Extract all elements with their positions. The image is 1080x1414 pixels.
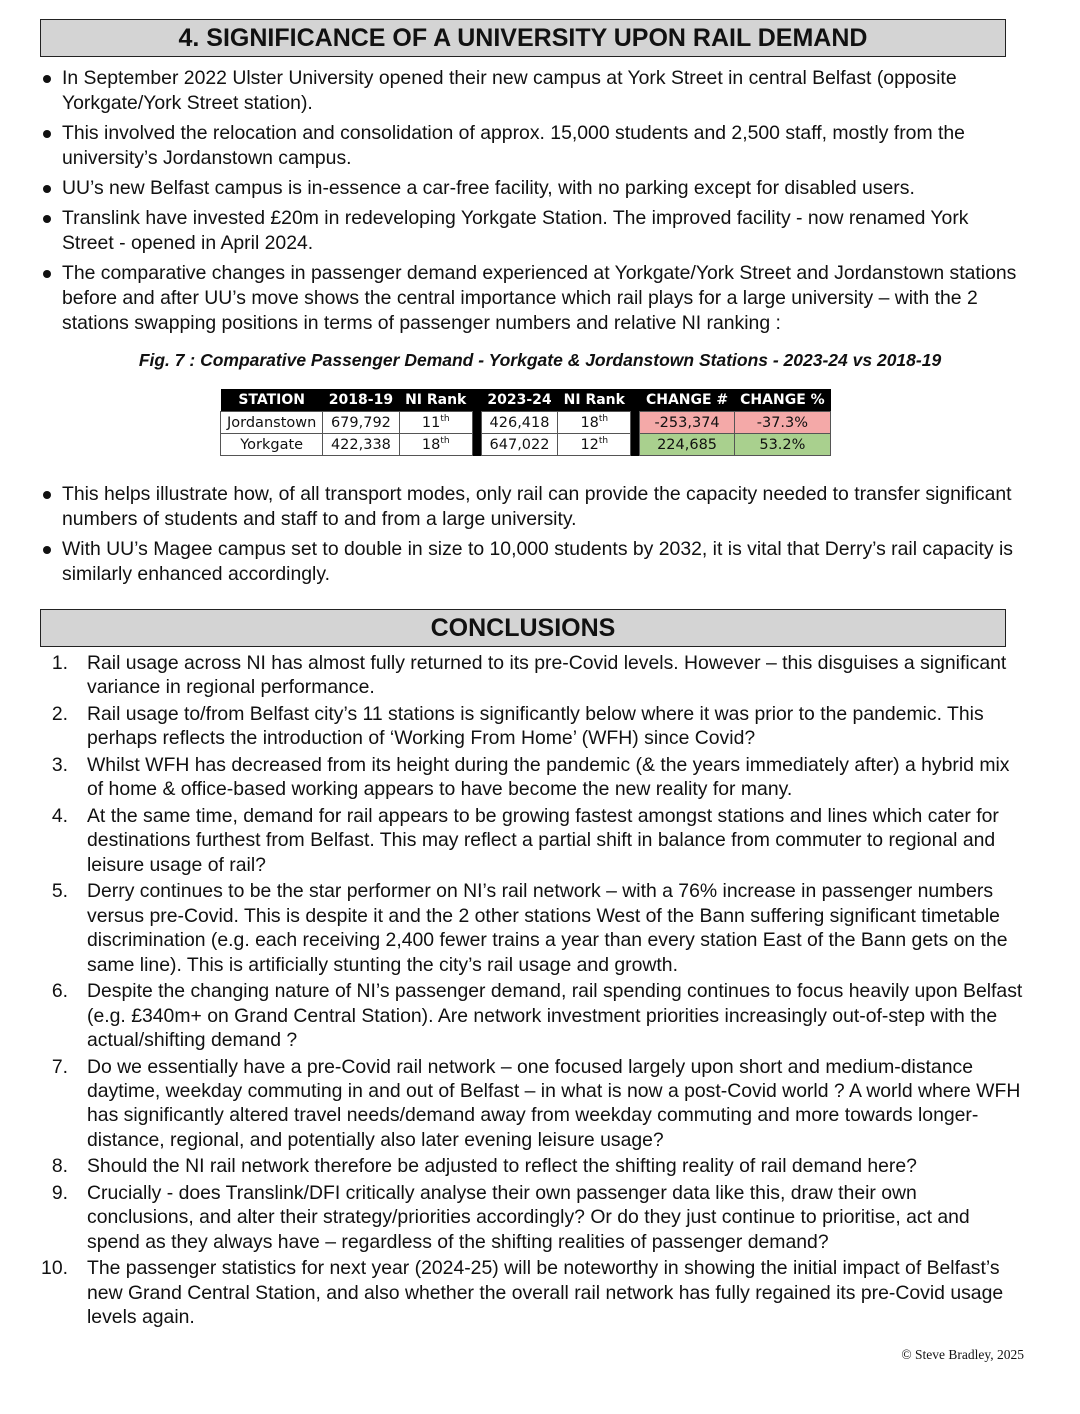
item-number: 1. — [51, 652, 68, 674]
column-separator — [631, 434, 640, 456]
conclusion-item — [40, 979, 1025, 1052]
bullet-item: Translink have invested £20m in redeveloping Yorkgate Station. The improved facility - now renamed York Street - opened in April 2024. — [40, 206, 1025, 256]
value-2018-19: 422,338 — [323, 434, 399, 456]
conclusion-item — [40, 753, 1025, 802]
rank-2018-19: 18th — [399, 434, 472, 456]
conclusions-list — [40, 651, 1025, 1332]
item-number: 7. — [51, 1055, 68, 1078]
item-text: Despite the changing nature of NI’s passenger demand, rail spending continues to focus heavily upon Belfast (e.g. £340m+ on Grand Central Station). Are network investment priorities increasingly out-of-step with the actual/shifting demand ? — [87, 980, 1023, 1052]
col-header: STATION — [221, 389, 323, 412]
bullet-item: With UU’s Magee campus set to double in size to 10,000 students by 2032, it is vital that Derry’s rail capacity is similarly enhanced accordingly. — [40, 537, 1025, 587]
item-text: Crucially - does Translink/DFI critically analyse their own passenger data like this, draw their own conclusions, and alter their strategy/priorities accordingly? Or do they just continue to prioritise, act and spend as they always have – regardless of the shifting realities of passenger demand? — [87, 1182, 970, 1253]
column-separator — [472, 412, 481, 434]
item-text: Should the NI rail network therefore be adjusted to reflect the shifting reality of rail demand here? — [87, 1155, 917, 1178]
passenger-demand-table — [220, 389, 831, 456]
col-header: CHANGE # — [640, 389, 734, 412]
item-text: The passenger statistics for next year (2024-25) will be noteworthy in showing the initial impact of Belfast’s new Grand Central Station, and also whether the overall rail network has fully regained its pre-Covid usage levels again. — [87, 1257, 1004, 1329]
bullet-item: This helps illustrate how, of all transport modes, only rail can provide the capacity needed to transfer significant numbers of students and staff to and from a large university. — [40, 482, 1025, 532]
station-name: Jordanstown — [221, 412, 323, 434]
item-number: 4. — [51, 805, 68, 827]
conclusions-title: CONCLUSIONS — [40, 609, 1006, 647]
table-row — [221, 434, 831, 456]
change-percent: 53.2% — [734, 434, 831, 456]
item-number: 9. — [51, 1182, 68, 1205]
column-separator — [472, 389, 481, 412]
conclusion-item — [40, 804, 1025, 877]
item-number: 10. — [41, 1257, 68, 1280]
item-text: Rail usage to/from Belfast city’s 11 stations is significantly below where it was prior to the pandemic. This perhaps reflects the introduction of ‘Working From Home’ (WFH) since Covid? — [87, 703, 984, 750]
change-number: -253,374 — [640, 412, 734, 434]
passenger-table-wrapper — [220, 389, 831, 456]
change-number: 224,685 — [640, 434, 734, 456]
conclusion-item — [40, 651, 1025, 700]
conclusion-item — [40, 1055, 1025, 1153]
rank-2018-19: 11th — [399, 412, 472, 434]
conclusion-item — [40, 879, 1025, 977]
table-row — [221, 412, 831, 434]
conclusion-item — [40, 1154, 1025, 1178]
conclusion-item — [40, 1256, 1025, 1329]
item-text: Whilst WFH has decreased from its height during the pandemic (& the years immediately after) a hybrid mix of home & office-based working appears to have become the new reality for many. — [87, 754, 1010, 801]
copyright-notice: © Steve Bradley, 2025 — [901, 1347, 1024, 1362]
followup-bullet-list — [40, 482, 1025, 592]
item-number: 8. — [51, 1155, 68, 1178]
value-2023-24: 647,022 — [481, 434, 557, 456]
col-header: NI Rank — [399, 389, 472, 412]
col-header: NI Rank — [558, 389, 631, 412]
column-separator — [631, 389, 640, 412]
column-separator — [472, 434, 481, 456]
item-number: 5. — [51, 880, 68, 903]
item-text: Derry continues to be the star performer on NI’s rail network – with a 76% increase in passenger numbers versus pre-Covid. This is despite it and the 2 other stations West of the Bann suffering significant timetable discrimination (e.g. each receiving 2,400 fewer trains a year than every station East of the Bann gets on the same line). This is artificially stunting the city’s rail usage and growth. — [87, 880, 1008, 976]
intro-bullet-list — [40, 66, 1025, 341]
table-header-row — [221, 389, 831, 412]
bullet-item: In September 2022 Ulster University opened their new campus at York Street in central Belfast (opposite Yorkgate/York Street station). — [40, 66, 1025, 116]
item-number: 6. — [51, 980, 68, 1003]
item-number: 2. — [51, 703, 68, 725]
col-header: 2023-24 — [481, 389, 557, 412]
section-title: 4. SIGNIFICANCE OF A UNIVERSITY UPON RAIL DEMAND — [40, 19, 1006, 57]
rank-2023-24: 12th — [558, 434, 631, 456]
bullet-item: UU’s new Belfast campus is in-essence a car-free facility, with no parking except for disabled users. — [40, 176, 1025, 201]
col-header: 2018-19 — [323, 389, 399, 412]
conclusion-item — [40, 702, 1025, 751]
rank-2023-24: 18th — [558, 412, 631, 434]
col-header: CHANGE % — [734, 389, 831, 412]
change-percent: -37.3% — [734, 412, 831, 434]
conclusion-item — [40, 1181, 1025, 1254]
item-text: At the same time, demand for rail appears to be growing fastest amongst stations and lines which cater for destinations furthest from Belfast. This may reflect a partial shift in balance from commuter to regional and leisure usage of rail? — [87, 805, 999, 876]
station-name: Yorkgate — [221, 434, 323, 456]
figure-caption: Fig. 7 : Comparative Passenger Demand - Yorkgate & Jordanstown Stations - 2023-24 vs 2018-19 — [138, 350, 942, 370]
item-text: Do we essentially have a pre-Covid rail network – one focused largely upon short and medium-distance daytime, weekday commuting in and out of Belfast – in what is now a post-Covid world ? A world where WFH has significantly altered travel needs/demand away from weekday commuting and more towards longer-distance, regional, and potentially also later evening leisure usage? — [87, 1055, 1021, 1151]
item-number: 3. — [51, 754, 68, 776]
item-text: Rail usage across NI has almost fully returned to its pre-Covid levels. However – this disguises a significant variance in regional performance. — [87, 652, 1007, 699]
bullet-item: The comparative changes in passenger demand experienced at Yorkgate/York Street and Jordanstown stations before and after UU’s move shows the central importance which rail plays for a large university – with the 2 stations swapping positions in terms of passenger numbers and relative NI ranking : — [40, 261, 1025, 336]
bullet-item: This involved the relocation and consolidation of approx. 15,000 students and 2,500 staff, mostly from the university’s Jordanstown campus. — [40, 121, 1025, 171]
value-2018-19: 679,792 — [323, 412, 399, 434]
value-2023-24: 426,418 — [481, 412, 557, 434]
column-separator — [631, 412, 640, 434]
